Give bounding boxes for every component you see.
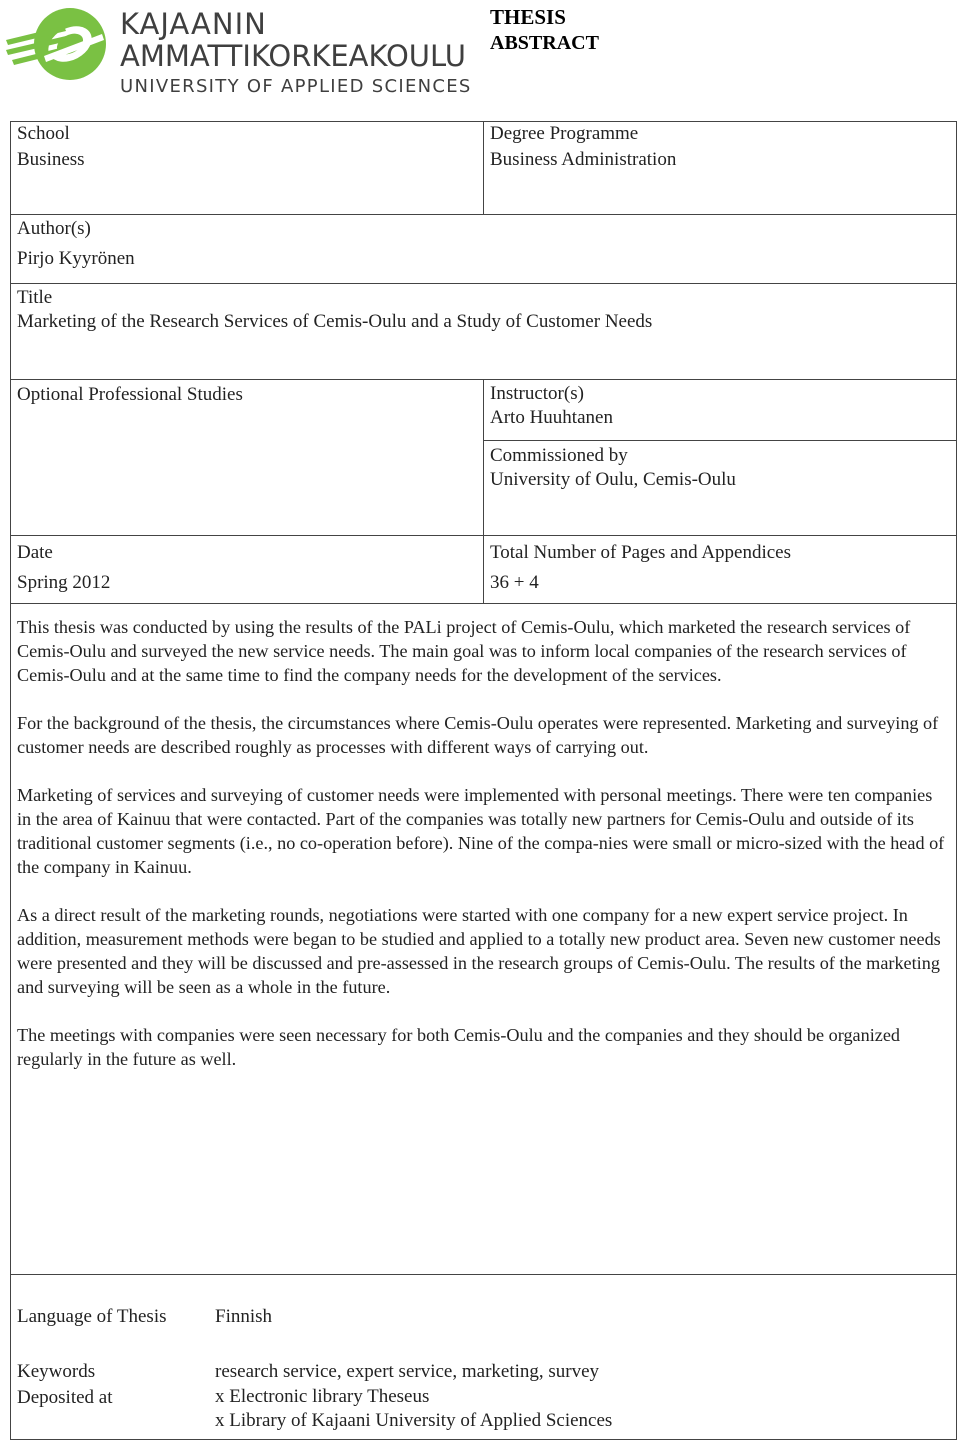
school-label: School xyxy=(17,123,70,144)
divider xyxy=(10,214,957,215)
divider xyxy=(483,379,484,603)
deposited-label: Deposited at xyxy=(17,1387,113,1408)
commissioned-field xyxy=(490,444,736,492)
deposited-value-2: x Library of Kajaani University of Applied Sciences xyxy=(215,1410,613,1431)
kajaani-logo-icon xyxy=(4,4,108,82)
abstract-paragraph: For the background of the thesis, the circumstances where Cemis-Oulu operates were represented. Marketing and surveying of customer needs are described roughly as processes with different ways of carrying out. xyxy=(17,713,939,757)
abstract-paragraph: Marketing of services and surveying of customer needs were implemented with personal meetings. There were ten companies in the area of Kainuu that were contacted. Part of the companies was totally new partners for Cemis-Oulu and outside of its traditional customer segments (i.e., no co-operation before). Nine of the compa-nies were small or micro-sized with the head of the company in Kainuu. xyxy=(17,785,945,877)
divider xyxy=(10,603,957,604)
language-value: Finnish xyxy=(215,1306,273,1327)
commissioned-label: Commissioned by xyxy=(490,445,628,466)
university-name xyxy=(120,8,472,100)
author-label: Author(s) xyxy=(17,218,91,239)
author-field xyxy=(17,216,135,272)
degree-programme-value: Business Administration xyxy=(490,149,677,170)
deposited-values xyxy=(215,1385,612,1433)
divider xyxy=(10,1274,957,1275)
language-label: Language of Thesis xyxy=(17,1306,167,1327)
pages-value: 36 + 4 xyxy=(490,572,539,593)
degree-programme-field xyxy=(490,121,676,173)
doc-type-line1: THESIS xyxy=(490,5,566,29)
abstract-paragraph: The meetings with companies were seen necessary for both Cemis-Oulu and the companies and they should be organized regularly in the future as well. xyxy=(17,1025,901,1069)
deposited-value-1: x Electronic library Theseus xyxy=(215,1386,430,1407)
title-label: Title xyxy=(17,287,53,308)
doc-type-line2: ABSTRACT xyxy=(490,32,599,54)
commissioned-value: University of Oulu, Cemis-Oulu xyxy=(490,469,736,490)
instructor-value: Arto Huuhtanen xyxy=(490,407,613,428)
pages-field xyxy=(490,538,791,598)
divider xyxy=(483,440,957,441)
title-field xyxy=(17,286,652,334)
document-type xyxy=(490,4,599,56)
keywords-value: research service, expert service, marketing, survey xyxy=(215,1361,600,1382)
abstract-paragraph: As a direct result of the marketing rounds, negotiations were started with one company for a new expert service project. In addition, measurement methods were began to be studied and applied to a totally new product area. Seven new customer needs were presented and they will be discussed and pre-assessed in the research groups of Cemis-Oulu. The results of the marketing and surveying will be seen as a whole in the future. xyxy=(17,905,941,997)
date-value: Spring 2012 xyxy=(17,572,111,593)
optional-studies-label: Optional Professional Studies xyxy=(17,384,243,405)
divider xyxy=(483,121,484,214)
instructor-label: Instructor(s) xyxy=(490,383,584,404)
keywords-label: Keywords xyxy=(17,1361,96,1382)
degree-programme-label: Degree Programme xyxy=(490,123,639,144)
instructor-field xyxy=(490,382,613,430)
title-value: Marketing of the Research Services of Cemis-Oulu and a Study of Customer Needs xyxy=(17,311,653,332)
author-value: Pirjo Kyyrönen xyxy=(17,248,135,269)
date-field xyxy=(17,538,110,598)
abstract-paragraph: This thesis was conducted by using the results of the PALi project of Cemis-Oulu, which marketed the research services of Cemis-Oulu and surveyed the new service needs. The main goal was to inform local companies of the research services of Cemis-Oulu and at the same time to find the company needs for the development of the services. xyxy=(17,617,911,685)
school-field xyxy=(17,121,85,173)
school-value: Business xyxy=(17,149,85,170)
university-name-line2: AMMATTIKORKEAKOULU xyxy=(120,39,466,73)
pages-label: Total Number of Pages and Appendices xyxy=(490,542,792,563)
divider xyxy=(10,283,957,284)
university-name-line3: UNIVERSITY OF APPLIED SCIENCES xyxy=(120,76,472,97)
university-name-line1: KAJAANIN xyxy=(120,7,267,41)
abstract-body xyxy=(17,615,947,1095)
date-label: Date xyxy=(17,542,53,563)
